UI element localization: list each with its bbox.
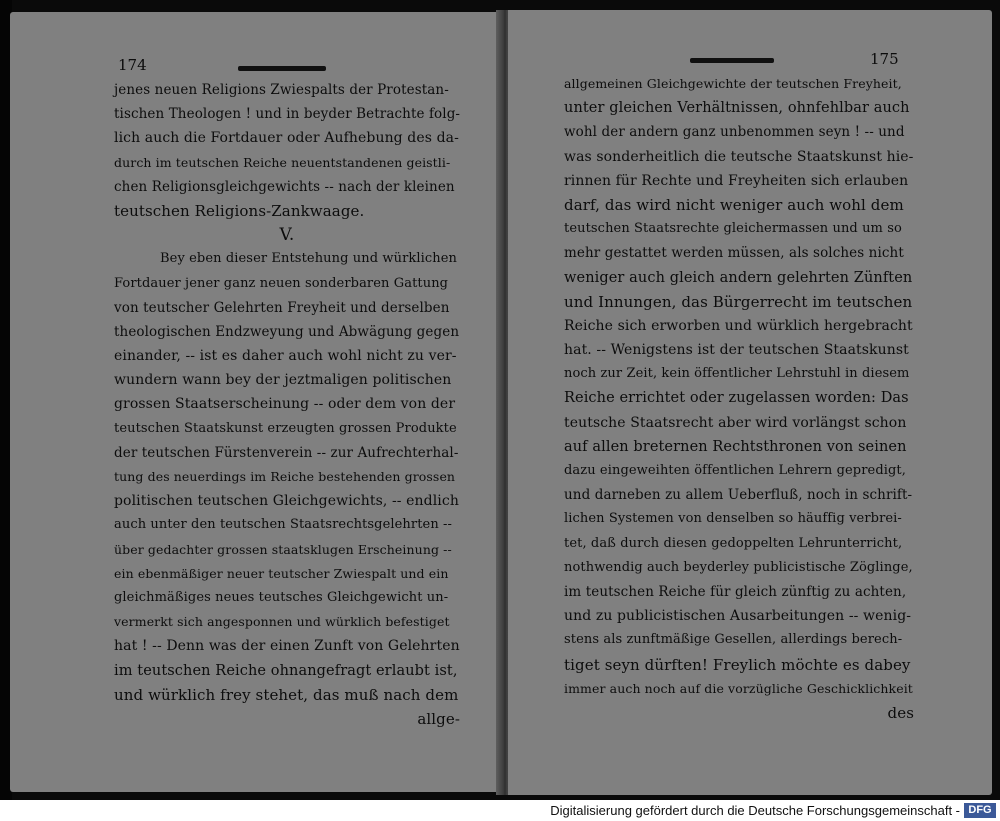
- text-line: grossen Staatserscheinung -- oder dem von der: [114, 396, 456, 413]
- text-line: auch unter den teutschen Staatsrechtsgelehrten --: [114, 517, 453, 533]
- right-page-number: 175: [870, 50, 899, 68]
- text-line: chen Religionsgleichgewichts -- nach der kleinen: [114, 178, 455, 195]
- text-line: tung des neuerdings im Reiche bestehenden grossen: [114, 469, 456, 484]
- text-line: durch im teutschen Reiche neuentstandenen geistli-: [114, 154, 451, 170]
- funding-notice: Digitalisierung gefördert durch die Deutsche Forschungsgemeinschaft -: [550, 803, 960, 818]
- text-line: wohl der andern ganz unbenommen seyn ! -- und: [564, 124, 905, 141]
- text-line: Bey eben dieser Entstehung und würklichen: [160, 251, 457, 267]
- text-line: teutschen Staatskunst erzeugten grossen Produkte: [114, 420, 457, 436]
- catchword: des: [887, 703, 914, 722]
- section-heading: V.: [279, 225, 295, 246]
- text-line: theologischen Endzweyung und Abwägung gegen: [114, 323, 460, 340]
- text-line: vermerkt sich angesponnen und würklich befestiget: [114, 614, 450, 630]
- text-line: hat ! -- Denn was der einen Zunft von Gelehrten: [114, 638, 460, 655]
- text-line: rinnen für Rechte und Freyheiten sich erlauben: [564, 172, 909, 189]
- text-line: Reiche sich erworben und würklich hergebracht: [564, 317, 913, 334]
- text-line: nothwendig auch beyderley publicistische Zöglinge,: [564, 559, 913, 575]
- right-header-rule: [690, 58, 774, 63]
- text-line: jenes neuen Religions Zwiespalts der Protestan-: [114, 82, 449, 98]
- text-line: und darneben zu allem Ueberfluß, noch in schrift-: [564, 487, 913, 504]
- text-line: auf allen breternen Rechtsthronen von seinen: [564, 438, 907, 455]
- text-line: wundern wann bey der jeztmaligen politischen: [114, 372, 452, 389]
- text-line: politischen teutschen Gleichgewichts, -- endlich: [114, 493, 459, 510]
- text-line: gleichmäßiges neues teutsches Gleichgewicht un-: [114, 589, 449, 605]
- catchword: allge-: [417, 709, 460, 728]
- text-line: dazu eingeweihten öffentlichen Lehrern gepredigt,: [564, 463, 906, 478]
- text-line: tiget seyn dürften! Freylich möchte es dabey: [564, 655, 911, 674]
- text-line: allgemeinen Gleichgewichte der teutschen Freyheit,: [564, 76, 902, 91]
- text-line: lich auch die Fortdauer oder Aufhebung des da-: [114, 130, 459, 147]
- text-line: hat. -- Wenigstens ist der teutschen Staatskunst: [564, 342, 909, 359]
- text-line: von teutscher Gelehrten Freyheit und derselben: [114, 299, 450, 316]
- text-line: weniger auch gleich andern gelehrten Zünften: [564, 269, 913, 286]
- text-line: lichen Systemen von denselben so häuffig verbrei-: [564, 511, 902, 527]
- text-line: stens als zunftmäßige Gesellen, allerdings berech-: [564, 632, 903, 648]
- text-line: im teutschen Reiche ohnangefragt erlaubt ist,: [114, 662, 458, 679]
- text-line: ein ebenmäßiger neuer teutscher Zwiespalt und ein: [114, 565, 449, 581]
- text-line: teutschen Staatsrechte gleichermassen und um so: [564, 221, 902, 237]
- left-page: [10, 12, 502, 792]
- right-page: [508, 10, 992, 795]
- text-line: darf, das wird nicht weniger auch wohl dem: [564, 195, 904, 214]
- dfg-logo: DFG: [964, 803, 996, 818]
- text-line: Reiche errichtet oder zugelassen worden: Das: [564, 390, 909, 407]
- text-line: teutschen Religions-Zankwaage.: [114, 201, 365, 220]
- left-header-rule: [238, 66, 326, 71]
- text-line: tischen Theologen ! und in beyder Betrachte folg-: [114, 106, 461, 123]
- text-line: im teutschen Reiche für gleich zünftig zu achten,: [564, 583, 907, 600]
- text-line: tet, daß durch diesen gedoppelten Lehrunterricht,: [564, 535, 903, 551]
- text-line: unter gleichen Verhältnissen, ohnfehlbar auch: [564, 100, 910, 117]
- left-page-number: 174: [118, 56, 147, 74]
- left-page-text: [114, 78, 460, 731]
- text-line: teutsche Staatsrecht aber wird vorlängst schon: [564, 414, 907, 431]
- text-line: und würklich frey stehet, das muß nach dem: [114, 685, 459, 704]
- footer-bar: [0, 800, 1000, 821]
- text-line: mehr gestattet werden müssen, als solches nicht: [564, 245, 904, 262]
- text-line: was sonderheitlich die teutsche Staatskunst hie-: [564, 148, 914, 165]
- text-line: und zu publicistischen Ausarbeitungen -- wenig-: [564, 608, 912, 625]
- text-line: der teutschen Fürstenverein -- zur Aufrechterhal-: [114, 444, 459, 461]
- text-line: noch zur Zeit, kein öffentlicher Lehrstuhl in diesem: [564, 366, 910, 382]
- text-line: über gedachter grossen staatsklugen Erscheinung --: [114, 541, 452, 557]
- text-line: immer auch noch auf die vorzügliche Geschicklichkeit: [564, 680, 913, 696]
- text-line: einander, -- ist es daher auch wohl nicht zu ver-: [114, 348, 457, 365]
- text-line: Fortdauer jener ganz neuen sonderbaren Gattung: [114, 275, 449, 291]
- right-page-text: [564, 72, 914, 725]
- text-line: und Innungen, das Bürgerrecht im teutschen: [564, 292, 913, 311]
